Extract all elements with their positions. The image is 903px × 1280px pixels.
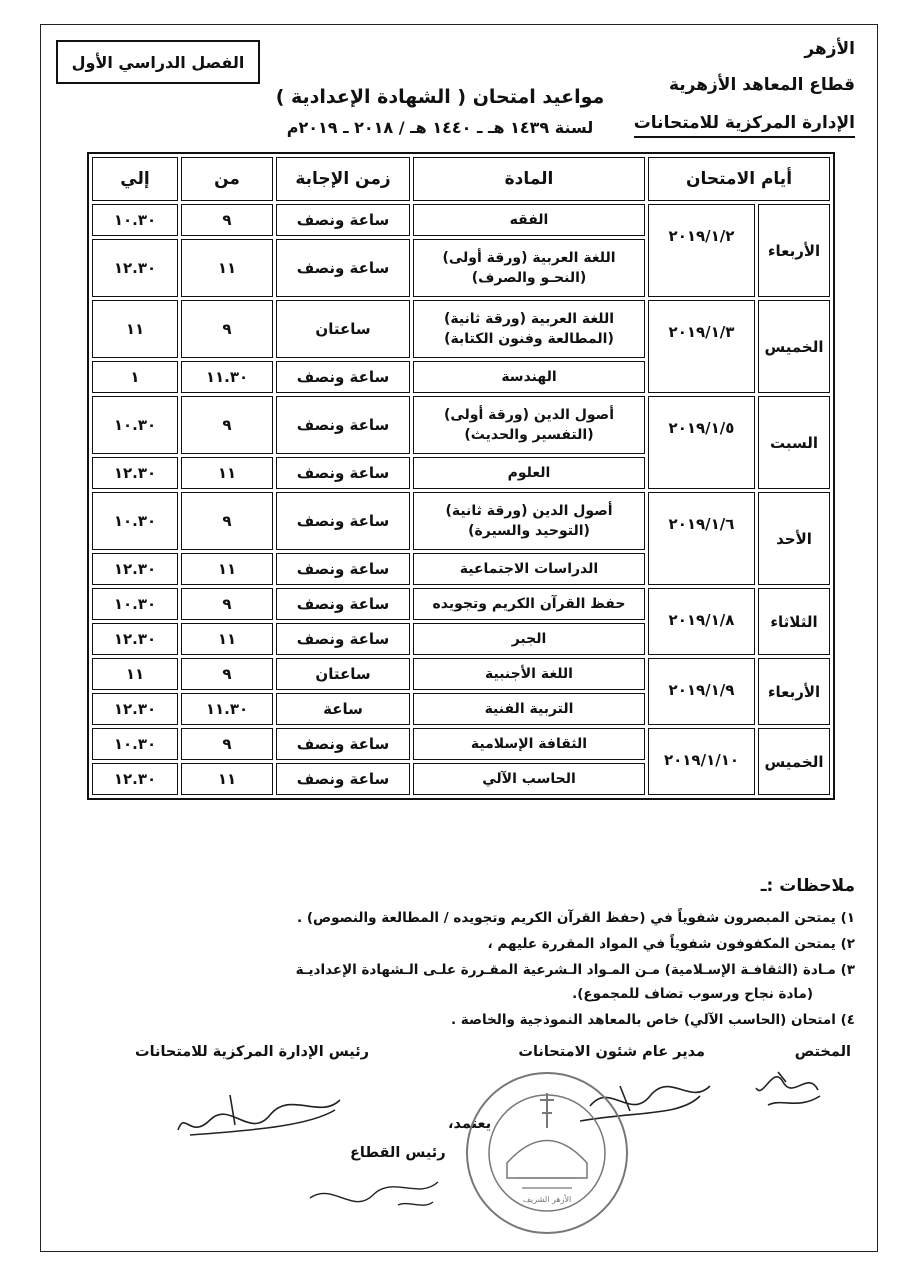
- start-time-cell: ١١: [181, 623, 273, 655]
- header-days: أيام الامتحان: [648, 157, 830, 201]
- org-line-azhar: الأزهر: [804, 39, 855, 59]
- semester-box: الفصل الدراسي الأول: [56, 40, 260, 84]
- duration-cell: ساعة ونصف: [276, 457, 410, 489]
- subject-name: الثقافة الإسلامية: [470, 736, 588, 752]
- exam-day: الثلاثاء: [758, 588, 830, 655]
- signature-head-admin: رئيس الإدارة المركزية للامتحانات: [135, 1044, 369, 1060]
- table-header-row: [92, 157, 830, 201]
- exam-date: ٢٠١٩/١/١٠: [648, 728, 755, 795]
- end-time-cell: ١٢.٣٠: [92, 457, 178, 489]
- notes-heading: ملاحظات :ـ: [760, 876, 855, 896]
- duration-cell: ساعة ونصف: [276, 239, 410, 297]
- exam-date: ٢٠١٩/١/٣: [648, 300, 755, 393]
- note-item-1: ١) يمتحن المبصرون شفوياً في (حفظ القرآن الكريم وتجويده / المطالعة والنصوص) .: [296, 910, 855, 926]
- duration-cell: ساعة ونصف: [276, 396, 410, 454]
- subject-name: اللغة العربية (ورقة ثانية): [443, 311, 615, 327]
- end-time-cell: ١٠.٣٠: [92, 204, 178, 236]
- exam-date: ٢٠١٩/١/٢: [648, 204, 755, 297]
- table-row: [92, 588, 830, 620]
- subject-cell: [413, 693, 645, 725]
- end-time-cell: ١٠.٣٠: [92, 728, 178, 760]
- note-item-4: ٤) امتحان (الحاسب الآلي) خاص بالمعاهد النموذجية والخاصة .: [450, 1012, 855, 1028]
- start-time-cell: ٩: [181, 396, 273, 454]
- start-time-cell: ٩: [181, 492, 273, 550]
- note-item-2: ٢) يمتحن المكفوفون شفوياً في المواد المقررة عليهم ،: [487, 936, 855, 952]
- org-line-sector: قطاع المعاهد الأزهرية: [668, 75, 855, 95]
- subject-cell: [413, 728, 645, 760]
- subject-cell: [413, 658, 645, 690]
- table-row: [92, 658, 830, 690]
- duration-cell: ساعة: [276, 693, 410, 725]
- end-time-cell: ١٢.٣٠: [92, 239, 178, 297]
- table-row: [92, 728, 830, 760]
- approval-label: يعتمد،: [448, 1116, 492, 1132]
- duration-cell: ساعتان: [276, 658, 410, 690]
- duration-cell: ساعة ونصف: [276, 492, 410, 550]
- exam-date: ٢٠١٩/١/٥: [648, 396, 755, 489]
- subject-name: اللغة الأجنبية: [485, 666, 573, 682]
- end-time-cell: ١٢.٣٠: [92, 693, 178, 725]
- subject-name: الحاسب الآلي: [482, 771, 576, 787]
- subject-name: الجبر: [511, 631, 547, 647]
- subject-cell: [413, 239, 645, 297]
- exam-day: السبت: [758, 396, 830, 489]
- exam-date: ٢٠١٩/١/٨: [648, 588, 755, 655]
- specialist-signature-scribble: [748, 1060, 828, 1120]
- duration-cell: ساعة ونصف: [276, 588, 410, 620]
- duration-cell: ساعة ونصف: [276, 361, 410, 393]
- subject-name: الهندسة: [501, 369, 557, 385]
- note-item-3: ٣) مـادة (الثقافـة الإسـلامية) مـن المـواد الـشرعية المقـررة علـى الـشهادة الإعداديـة: [295, 962, 855, 978]
- exam-date: ٢٠١٩/١/٦: [648, 492, 755, 585]
- end-time-cell: ١٠.٣٠: [92, 396, 178, 454]
- start-time-cell: ١١.٣٠: [181, 693, 273, 725]
- start-time-cell: ١١: [181, 457, 273, 489]
- header-subject: المادة: [413, 157, 645, 201]
- table-row: [92, 396, 830, 454]
- subject-cell: [413, 300, 645, 358]
- header-from: من: [181, 157, 273, 201]
- start-time-cell: ٩: [181, 204, 273, 236]
- duration-cell: ساعة ونصف: [276, 623, 410, 655]
- exam-date: ٢٠١٩/١/٩: [648, 658, 755, 725]
- header-duration: زمن الإجابة: [276, 157, 410, 201]
- subject-cell: [413, 204, 645, 236]
- exam-schedule-table: [87, 152, 835, 800]
- signature-sector-head: رئيس القطاع: [350, 1145, 446, 1161]
- start-time-cell: ٩: [181, 728, 273, 760]
- table-row: [92, 492, 830, 550]
- subject-cell: [413, 396, 645, 454]
- stamp-text: الأزهر الشريف: [522, 1195, 572, 1204]
- subject-cell: [413, 457, 645, 489]
- exam-day: الخميس: [758, 728, 830, 795]
- subject-cell: [413, 588, 645, 620]
- subject-detail: (التفسير والحديث): [464, 427, 594, 443]
- org-line-exams-admin: الإدارة المركزية للامتحانات: [634, 110, 855, 138]
- subject-name: اللغة العربية (ورقة أولى): [442, 250, 616, 266]
- academic-year: لسنة ١٤٣٩ هـ ـ ١٤٤٠ هـ / ٢٠١٨ ـ ٢٠١٩م: [286, 118, 594, 137]
- table-row: [92, 300, 830, 358]
- signature-general-manager: مدير عام شئون الامتحانات: [518, 1044, 705, 1060]
- sector-head-signature-scribble: [298, 1170, 448, 1215]
- end-time-cell: ١٢.٣٠: [92, 763, 178, 795]
- end-time-cell: ١٢.٣٠: [92, 553, 178, 585]
- exam-day: الأربعاء: [758, 204, 830, 297]
- start-time-cell: ١١: [181, 763, 273, 795]
- page-title: مواعيد امتحان ( الشهادة الإعدادية ): [275, 86, 605, 108]
- subject-detail: (التوحيد والسيرة): [468, 523, 590, 539]
- subject-name: الفقه: [509, 212, 549, 228]
- exam-day: الأحد: [758, 492, 830, 585]
- duration-cell: ساعتان: [276, 300, 410, 358]
- subject-name: أصول الدين (ورقة أولى): [443, 407, 614, 423]
- subject-cell: [413, 623, 645, 655]
- start-time-cell: ١١: [181, 239, 273, 297]
- duration-cell: ساعة ونصف: [276, 763, 410, 795]
- note-item-3-cont: (مادة نجاح ورسوب تضاف للمجموع).: [572, 986, 813, 1002]
- subject-detail: (المطالعة وفنون الكتابة): [444, 331, 614, 347]
- duration-cell: ساعة ونصف: [276, 553, 410, 585]
- subject-name: أصول الدين (ورقة ثانية): [445, 503, 613, 519]
- head-admin-signature-scribble: [170, 1080, 350, 1140]
- exam-day: الأربعاء: [758, 658, 830, 725]
- start-time-cell: ٩: [181, 300, 273, 358]
- duration-cell: ساعة ونصف: [276, 728, 410, 760]
- end-time-cell: ١١: [92, 658, 178, 690]
- end-time-cell: ١٠.٣٠: [92, 492, 178, 550]
- start-time-cell: ١١: [181, 553, 273, 585]
- exam-day: الخميس: [758, 300, 830, 393]
- end-time-cell: ١١: [92, 300, 178, 358]
- subject-name: العلوم: [507, 465, 551, 481]
- duration-cell: ساعة ونصف: [276, 204, 410, 236]
- subject-name: التربية الفنية: [484, 701, 574, 717]
- subject-name: الدراسات الاجتماعية: [459, 561, 599, 577]
- signature-specialist: المختص: [794, 1044, 851, 1060]
- subject-detail: (النحـو والصرف): [471, 270, 587, 286]
- end-time-cell: ١: [92, 361, 178, 393]
- subject-cell: [413, 763, 645, 795]
- subject-cell: [413, 553, 645, 585]
- end-time-cell: ١٢.٣٠: [92, 623, 178, 655]
- end-time-cell: ١٠.٣٠: [92, 588, 178, 620]
- subject-cell: [413, 361, 645, 393]
- start-time-cell: ١١.٣٠: [181, 361, 273, 393]
- header-to: إلي: [92, 157, 178, 201]
- azhar-stamp: [462, 1068, 632, 1238]
- table-row: [92, 204, 830, 236]
- table-body: [92, 204, 830, 795]
- start-time-cell: ٩: [181, 588, 273, 620]
- start-time-cell: ٩: [181, 658, 273, 690]
- subject-name: حفظ القرآن الكريم وتجويده: [432, 596, 626, 612]
- subject-cell: [413, 492, 645, 550]
